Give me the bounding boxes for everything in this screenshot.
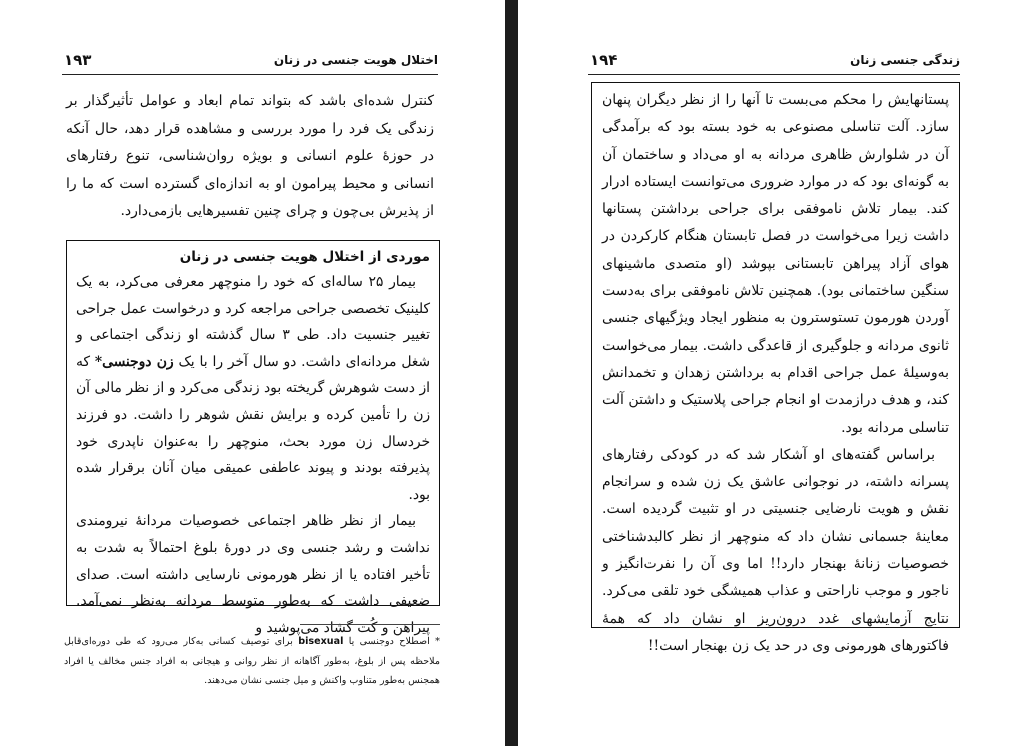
footnote-divider [300,624,440,625]
case-continuation-text [602,87,949,660]
case-paragraph-1-end: که از دست شوهرش گریخته بود زندگی می‌کرد و از نظر مالی آن زن را تأمین کرده و برایش نقش شوهر را داشت. دو فرزند خردسال زن مورد بحث، منوچهر را به‌عنوان ناپدری خود پذیرفته بودند و پیوند عاطفی عمیقی میان آنان برقرار شده بود. [76,353,430,503]
case-study-text [76,269,430,641]
case-study-continuation-box [591,82,960,654]
left-page-number: ۱۹۳ [64,51,92,69]
case-paragraph-1 [76,269,430,508]
footnote-end: برای توصیف کسانی به‌کار می‌رود که طی دوره‌ای‌قابل ملاحظه پس از بلوغ، به‌طور آگاهانه از نظر روانی و هیجانی به افراد جنس مخالف یا افراد همجنس به‌طور متناوب واکنش و میل جنسی نشان می‌دهند. [64,636,440,686]
left-running-title: اختلال هویت جنسی در زنان [273,53,438,67]
right-page [518,0,1024,746]
bisexual-term: زن دوجنسی* [94,353,174,370]
footnote-start: * اصطلاح دوجنسی یا [343,636,440,647]
left-page [0,0,505,746]
case-study-box [66,240,440,636]
case-study-title: موردی از اختلال هویت جنسی در زنان [179,249,430,265]
right-running-title: زندگی جنسی زنان [850,53,960,67]
continuation-paragraph-2: براساس گفته‌های او آشکار شد که در کودکی رفتارهای پسرانه داشته، در نوجوانی عاشق یک زن شده و سرانجام نقش و هویت نارضایی جنسیتی در او تثبیت گردیده است. معاینهٔ جسمانی نشان داد که منوچهر از نظر کالبدشناختی خصوصیات زنانهٔ بهنجار دارد!! اما وی آن را نفرت‌انگیز و ناجور و موجب ناراحتی و عذاب همیشگی خود تلقی می‌کرد. نتایج آزمایشهای غدد درون‌ریز او نشان داد که همهٔ فاکتورهای هورمونی وی در حد یک زن بهنجار است!! [602,446,949,654]
right-page-number: ۱۹۴ [590,51,618,69]
right-running-head [588,50,960,75]
left-running-head [62,50,438,75]
continuation-paragraph-1: پستانهایش را محکم می‌بست تا آنها را از نظر دیگران پنهان سازد. آلت تناسلی مصنوعی به خود بسته بود که برآمدگی آن در شلوارش ظاهری مردانه به او می‌داد و ساختمان آن به گونه‌ای بود که در موارد ضروری می‌توانست ایستاده ادرار کند. بیمار تلاش ناموفقی برای جراحی برداشتن پستانها داشت زیرا می‌خواست در فصل تابستان هنگام کارکردن در هوای آزاد پیراهن تابستانی بپوشد (او متصدی ماشینهای سنگین ساختمانی بود). همچنین تلاش ناموفقی برای به‌دست آوردن هورمون تستوسترون به منظور ایجاد ویژگیهای جنسی ثانوی مردانه و جلوگیری از قاعدگی داشت. بیمار می‌خواست به‌وسیلهٔ عمل جراحی اقدام به برداشتن زهدان و تخمدانش کند، و هدف درازمدت او انجام جراحی پلاستیک و داشتن آلت تناسلی مردانه بود. [602,92,949,436]
left-intro-paragraph: کنترل شده‌ای باشد که بتواند تمام ابعاد و عوامل تأثیرگذار بر زندگی یک فرد را مورد بررسی و مشاهده قرار دهد، حال آنکه در حوزهٔ علوم انسانی و بویژه روان‌شناسی، تنوع رفتارهای انسانی و محیط پیرامون او به اندازه‌ای گسترده است که ما را از پذیرش بی‌چون و چرای چنین تفسیرهایی بازمی‌دارد. [66,93,434,219]
case-paragraph-1-start: بیمار ۲۵ ساله‌ای که خود را منوچهر معرفی می‌کرد، به یک کلینیک تخصصی جراحی مراجعه کرد و درخواست عمل جراحی تغییر جنسیت داد. طی ۳ سال گذشته او زندگی اجتماعی و شغل مردانه‌ای داشت. دو سال آخر را با یک [76,274,430,370]
footnote [64,632,440,691]
case-paragraph-2: بیمار از نظر ظاهر اجتماعی خصوصیات مردانهٔ نیرومندی نداشت و رشد جنسی وی در دورهٔ بلوغ احتمالاً به شدت به تأخیر افتاده یا از نظر هورمونی نارسایی داشته است. صدای ضعیفی داشت که به‌طور متوسط مردانه به‌نظر نمی‌آمد. پیراهن و کُت گشاد می‌پوشید و [76,513,430,636]
footnote-term: bisexual [298,636,344,647]
book-spine [505,0,518,746]
